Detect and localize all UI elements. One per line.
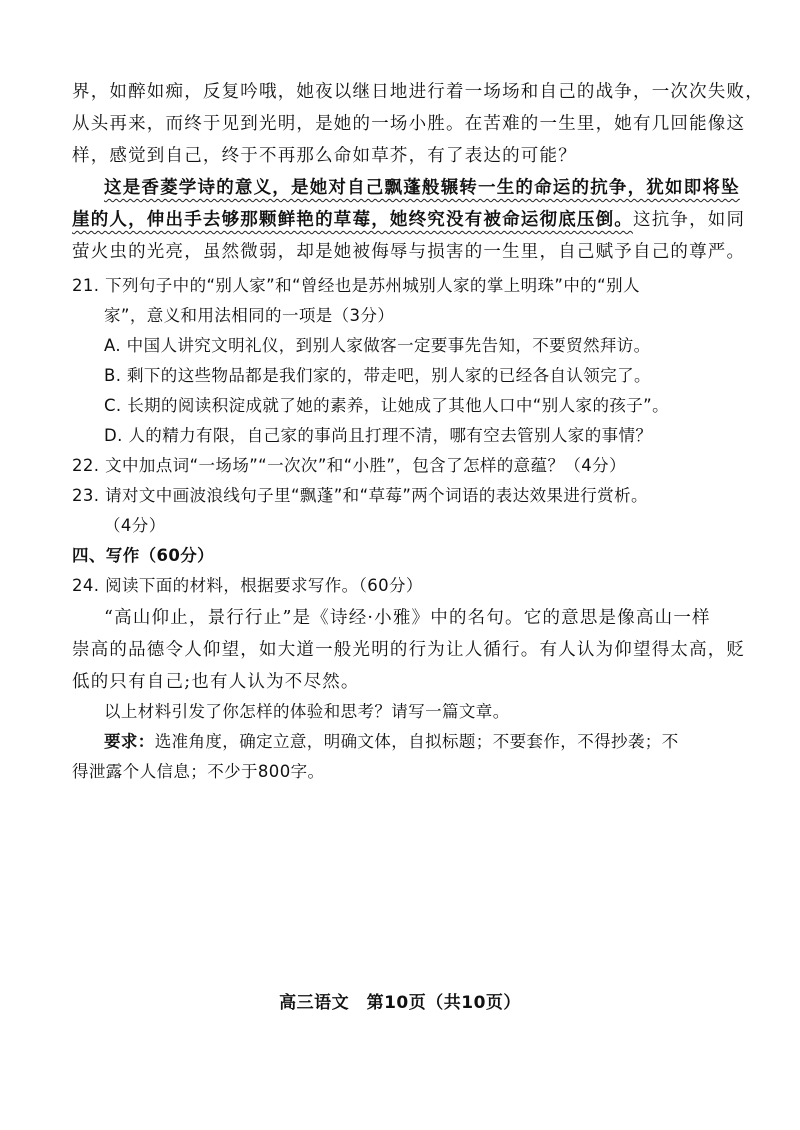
question-23-line-1: 23. 请对文中画波浪线句子里“飘蓬”和“草莓”两个词语的表达效果进行赏析。 — [72, 486, 648, 505]
material-line-2: 崇高的品德令人仰望，如大道一般光明的行为让人循行。有人认为仰望得太高，贬 — [72, 640, 746, 660]
material-line-1: “高山仰止，景行行止”是《诗经·小雅》中的名句。它的意思是像高山一样 — [104, 608, 711, 628]
material-line-3: 低的只有自己;也有人认为不尽然。 — [72, 672, 360, 692]
passage-line-5-rest: 这抗争，如同 — [633, 210, 746, 230]
passage-line-3: 样，感觉到自己，终于不再那么命如草芥，有了表达的可能？ — [72, 146, 577, 166]
requirements-line-1 — [104, 730, 679, 754]
passage-line-6: 萤火虫的光亮，虽然微弱，却是她被侮辱与损害的一生里，自己赋予自己的尊严。 — [72, 242, 746, 262]
wavy-sentence-end: 崖的人，伸出手去够那颗鲜艳的草莓，她终究没有被命运彻底压倒。 — [72, 210, 633, 230]
question-21-option-c: C. 长期的阅读积淀成就了她的素养，让她成了其他人口中“别人家的孩子”。 — [104, 396, 670, 415]
question-23-line-2: （4分） — [104, 516, 166, 535]
page-footer: 高三语文 第10页（共10页） — [279, 993, 521, 1013]
question-21-line-1: 21. 下列句子中的“别人家”和“曾经也是苏州城别人家的掌上明珠”中的“别人 — [72, 276, 640, 295]
question-21-option-b: B. 剩下的这些物品都是我们家的，带走吧，别人家的已经各自认领完了。 — [104, 366, 651, 385]
question-24-line-1: 24. 阅读下面的材料，根据要求写作。（60分） — [72, 576, 423, 595]
writing-prompt: 以上材料引发了你怎样的体验和思考？请写一篇文章。 — [104, 702, 510, 721]
passage-line-2: 从头再来，而终于见到光明，是她的一场小胜。在苦难的一生里，她有几回能像这 — [72, 114, 746, 134]
passage-line-4-wavy: 这是香菱学诗的意义，是她对自己飘蓬般辗转一生的命运的抗争，犹如即将坠 — [104, 178, 740, 198]
question-21-line-2: 家”，意义和用法相同的一项是（3分） — [104, 306, 395, 325]
passage-line-1: 界，如醉如痴，反复吟哦，她夜以继日地进行着一场场和自己的战争，一次次失败， — [72, 82, 764, 102]
question-22: 22. 文中加点词“一场场”“一次次”和“小胜”，包含了怎样的意蕴？（4分） — [72, 456, 626, 475]
question-21-option-a: A. 中国人讲究文明礼仪，到别人家做客一定要事先告知，不要贸然拜访。 — [104, 336, 651, 355]
question-21-option-d: D. 人的精力有限，自己家的事尚且打理不清，哪有空去管别人家的事情？ — [104, 426, 653, 445]
requirements-label: 要求： — [104, 732, 155, 751]
requirements-line-2: 得泄露个人信息；不少于800字。 — [72, 762, 325, 781]
section-4-heading: 四、写作（60分） — [72, 546, 215, 565]
requirements-text: 选准角度，确定立意，明确文体，自拟标题；不要套作，不得抄袭；不 — [154, 732, 679, 751]
passage-line-5 — [72, 208, 745, 232]
